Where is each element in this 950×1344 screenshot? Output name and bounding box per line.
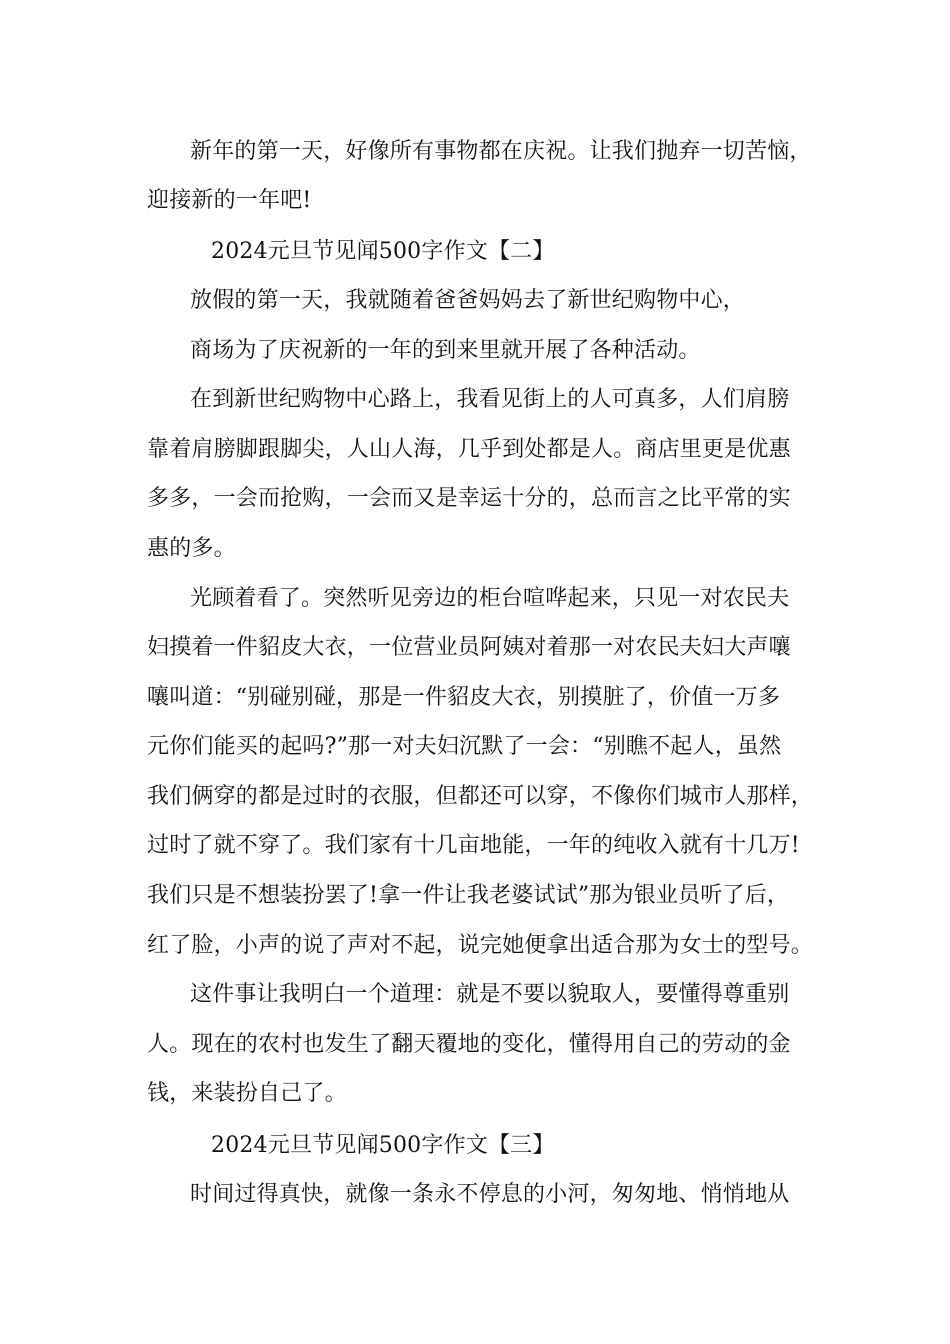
paragraph-line: 惠的多。: [147, 536, 236, 561]
paragraph-line: 放假的第一天，我就随着爸爸妈妈去了新世纪购物中心，: [190, 288, 746, 313]
paragraph-line: 迎接新的一年吧!: [147, 188, 312, 213]
paragraph-line: 妇摸着一件貂皮大衣，一位营业员阿姨对着那一对农民夫妇大声嚷: [147, 635, 791, 660]
paragraph-line: 嚷叫道：“别碰别碰，那是一件貂皮大衣，别摸脏了，价值一万多: [147, 685, 781, 710]
section-heading: 2024元旦节见闻500字作文【二】: [211, 239, 555, 264]
paragraph-line: 这件事让我明白一个道理：就是不要以貌取人，要懂得尊重别: [190, 982, 790, 1007]
paragraph-line: 在到新世纪购物中心路上，我看见街上的人可真多，人们肩膀: [190, 387, 790, 412]
paragraph-line: 元你们能买的起吗?”那一对夫妇沉默了一会：“别瞧不起人，虽然: [147, 734, 782, 759]
paragraph-line: 钱，来装扮自己了。: [147, 1081, 347, 1106]
paragraph-line: 时间过得真快，就像一条永不停息的小河，匆匆地、悄悄地从: [190, 1182, 790, 1207]
paragraph-line: 过时了就不穿了。我们家有十几亩地能，一年的纯收入就有十几万!: [147, 833, 800, 858]
paragraph-line: 我们只是不想装扮罢了!拿一件让我老婆试试”那为银业员听了后，: [147, 883, 790, 908]
paragraph-line: 新年的第一天，好像所有事物都在庆祝。让我们抛弃一切苦恼，: [190, 139, 812, 164]
paragraph-line: 光顾着看了。突然听见旁边的柜台喧哗起来，只见一对农民夫: [190, 586, 790, 611]
paragraph-line: 多多，一会而抢购，一会而又是幸运十分的，总而言之比平常的实: [147, 486, 791, 511]
paragraph-line: 商场为了庆祝新的一年的到来里就开展了各种活动。: [190, 338, 701, 363]
paragraph-line: 我们俩穿的都是过时的衣服，但都还可以穿，不像你们城市人那样，: [147, 784, 814, 809]
paragraph-line: 人。现在的农村也发生了翻天覆地的变化，懂得用自己的劳动的金: [147, 1032, 791, 1057]
paragraph-line: 靠着肩膀脚跟脚尖，人山人海，几乎到处都是人。商店里更是优惠: [147, 437, 791, 462]
section-heading: 2024元旦节见闻500字作文【三】: [211, 1133, 555, 1158]
paragraph-line: 红了脸，小声的说了声对不起，说完她便拿出适合那为女士的型号。: [147, 933, 814, 958]
